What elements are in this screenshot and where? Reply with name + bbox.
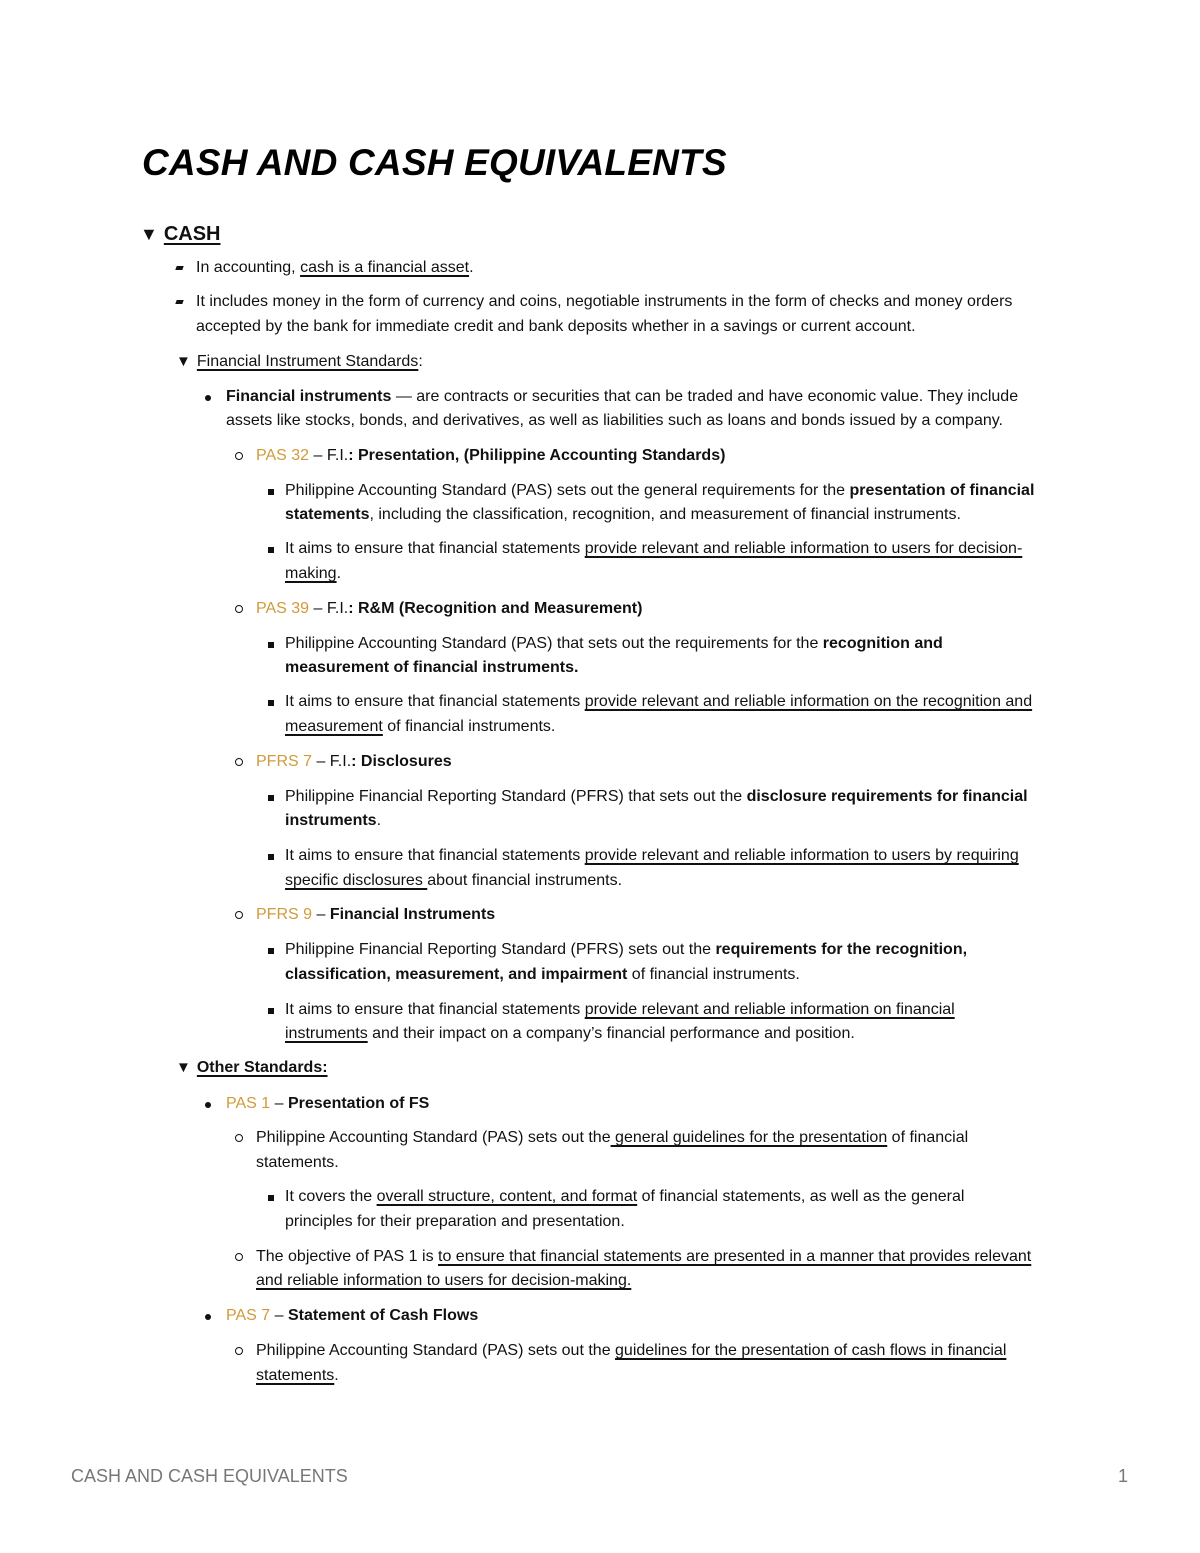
square-bullet-icon — [268, 547, 274, 553]
dash-bullet-icon — [175, 300, 183, 304]
standard-pas-39: PAS 39 – F.I.: R&M (Recognition and Measurement) — [256, 600, 643, 617]
square-bullet-icon — [268, 1008, 274, 1014]
list-item: It aims to ensure that financial statements provide relevant and reliable information on the recognition and — [285, 693, 1033, 710]
list-item: It includes money in the form of currency and coins, negotiable instruments in the form of checks and money orders — [196, 293, 1013, 310]
list-item: It aims to ensure that financial statements provide relevant and reliable information to users by requiring — [285, 847, 1019, 864]
circle-bullet-icon — [235, 1134, 243, 1142]
circle-bullet-icon — [235, 605, 243, 613]
list-item: Philippine Accounting Standard (PAS) sets out the guidelines for the presentation of cash flows in financial — [256, 1342, 1007, 1359]
list-item: The objective of PAS 1 is to ensure that financial statements are presented in a manner that provides relevant — [256, 1248, 1032, 1265]
circle-bullet-icon — [235, 1253, 243, 1261]
standard-pas-32: PAS 32 – F.I.: Presentation, (Philippine Accounting Standards) — [256, 447, 726, 464]
square-bullet-icon — [268, 642, 274, 648]
list-item: Philippine Accounting Standard (PAS) that sets out the requirements for the recognition and — [285, 635, 943, 652]
triangle-down-icon[interactable]: ▼ — [176, 1059, 191, 1076]
page-number: 1 — [1118, 1466, 1129, 1486]
list-item-cont: measurement of financial instruments. — [285, 718, 556, 735]
list-item-cont: accepted by the bank for immediate credit and bank deposits whether in a savings or current account. — [196, 318, 916, 335]
toggle-other-standards[interactable]: ▼ Other Standards: — [176, 1056, 328, 1080]
list-item: Philippine Financial Reporting Standard (PFRS) that sets out the disclosure requirements for financial — [285, 788, 1028, 805]
triangle-down-icon[interactable]: ▼ — [176, 353, 191, 370]
list-item-cont: assets like stocks, bonds, and derivatives, as well as liabilities such as loans and bonds issued by a company. — [226, 412, 1003, 429]
list-item: It covers the overall structure, content, and format of financial statements, as well as the general — [285, 1188, 965, 1205]
standard-pfrs-7: PFRS 7 – F.I.: Disclosures — [256, 753, 452, 770]
list-item-cont: statements. — [256, 1154, 339, 1171]
list-item-cont: principles for their preparation and presentation. — [285, 1213, 625, 1230]
list-item: Philippine Accounting Standard (PAS) sets out the general requirements for the presentation of financial — [285, 482, 1035, 499]
list-item-cont: and reliable information to users for decision-making. — [256, 1272, 632, 1289]
standard-pas-1: PAS 1 – Presentation of FS — [226, 1095, 430, 1112]
cash-heading: CASH — [163, 223, 221, 245]
circle-bullet-icon — [235, 911, 243, 919]
disc-bullet-icon — [205, 1102, 211, 1108]
list-item-cont: classification, measurement, and impairment of financial instruments. — [285, 966, 800, 983]
list-item: In accounting, cash is a financial asset. — [196, 259, 474, 276]
square-bullet-icon — [268, 489, 274, 495]
list-item: Financial instruments — are contracts or securities that can be traded and have economic value. They include — [226, 388, 1019, 405]
square-bullet-icon — [268, 854, 274, 860]
standard-pas-7: PAS 7 – Statement of Cash Flows — [226, 1307, 479, 1324]
square-bullet-icon — [268, 700, 274, 706]
list-item-cont: instruments. — [285, 812, 382, 829]
standard-pfrs-9: PFRS 9 – Financial Instruments — [256, 906, 496, 923]
list-item: It aims to ensure that financial statements provide relevant and reliable information on financial — [285, 1001, 955, 1018]
square-bullet-icon — [268, 1195, 274, 1201]
list-item-cont: instruments and their impact on a company’s financial performance and position. — [285, 1025, 855, 1042]
list-item: It aims to ensure that financial statements provide relevant and reliable information to users for decision- — [285, 540, 1023, 557]
square-bullet-icon — [268, 948, 274, 954]
toggle-financial-instrument-standards[interactable]: ▼ Financial Instrument Standards: — [176, 350, 423, 374]
list-item-cont: statements. — [256, 1367, 339, 1384]
disc-bullet-icon — [205, 395, 211, 401]
list-item: Philippine Financial Reporting Standard (PFRS) sets out the requirements for the recognition, — [285, 941, 968, 958]
circle-bullet-icon — [235, 1347, 243, 1355]
square-bullet-icon — [268, 795, 274, 801]
footer-title: CASH AND CASH EQUIVALENTS — [71, 1466, 348, 1486]
dash-bullet-icon — [175, 266, 183, 270]
triangle-down-icon[interactable]: ▼ — [140, 224, 158, 244]
circle-bullet-icon — [235, 452, 243, 460]
list-item-cont: specific disclosures about financial instruments. — [285, 872, 623, 889]
list-item-cont: making. — [285, 565, 342, 582]
page-title: CASH AND CASH EQUIVALENTS — [142, 142, 727, 183]
toggle-cash[interactable] — [140, 222, 221, 246]
list-item-cont: measurement of financial instruments. — [285, 659, 579, 676]
disc-bullet-icon — [205, 1314, 211, 1320]
list-item-cont: statements, including the classification, recognition, and measurement of financial instruments. — [285, 506, 961, 523]
circle-bullet-icon — [235, 758, 243, 766]
list-item: Philippine Accounting Standard (PAS) sets out the general guidelines for the presentation of financial — [256, 1129, 969, 1146]
